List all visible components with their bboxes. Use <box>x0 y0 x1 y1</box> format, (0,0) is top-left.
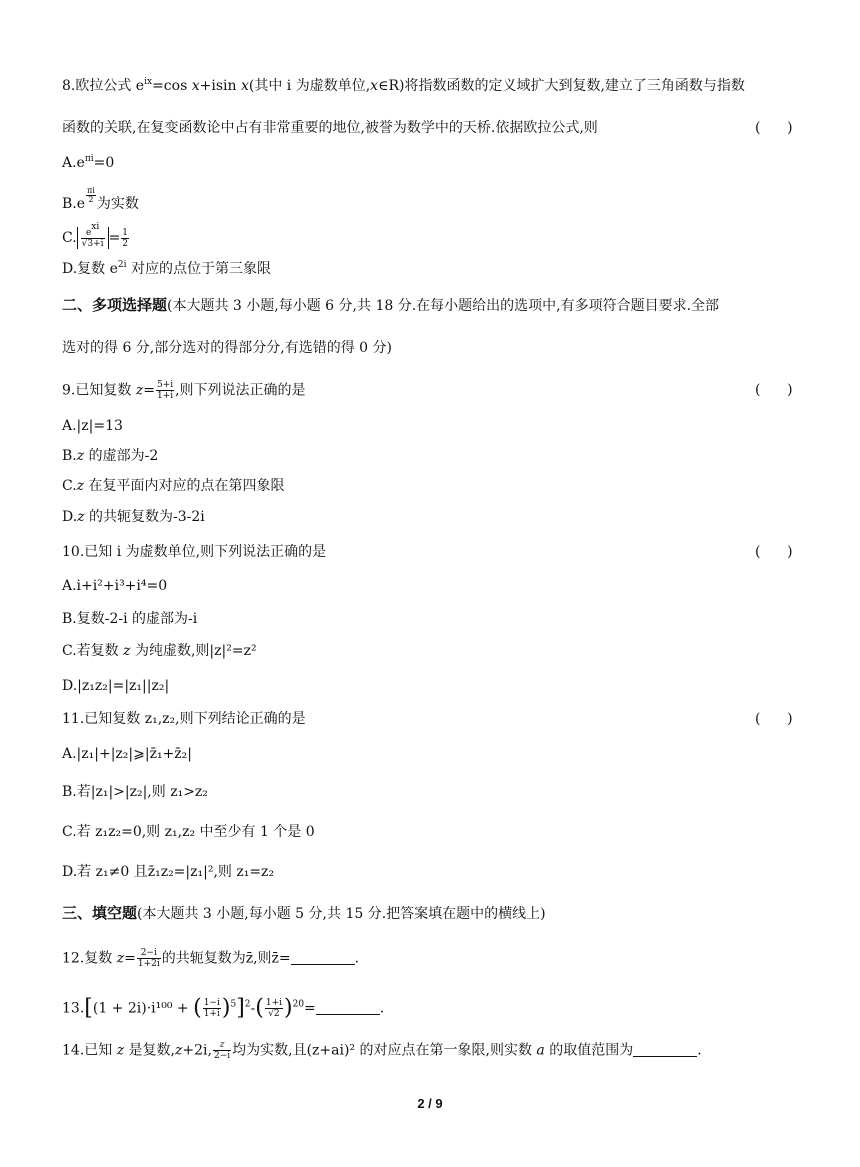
q8-var: x <box>240 78 249 94</box>
option-text: C. <box>62 478 77 494</box>
q12-text: 12.复数 <box>62 950 117 967</box>
q10-stem: 10.已知 i 为虚数单位,则下列说法正确的是 <box>62 544 327 560</box>
option-text: C.若复数 <box>62 643 124 659</box>
paren-close: ) <box>221 995 231 1021</box>
option-fraction <box>121 228 129 249</box>
paren-open: ( <box>193 995 202 1021</box>
q9-option-d <box>62 507 205 527</box>
fraction-numerator: 1+i <box>265 998 282 1008</box>
option-text: 为实数 <box>96 196 139 212</box>
q9-text: 9.已知复数 <box>62 382 136 399</box>
fraction-denominator: 2−i <box>213 1051 231 1061</box>
q14-stem <box>62 1040 702 1061</box>
q10-option-d: D.|z₁z₂|=|z₁||z₂| <box>62 678 170 694</box>
q9-fraction <box>156 380 174 401</box>
fraction-denominator: 2 <box>88 195 94 204</box>
section-2-header <box>62 295 719 316</box>
fraction-denominator: 2 <box>122 238 129 249</box>
option-text: B.e <box>62 196 86 212</box>
q13-stem <box>62 995 385 1021</box>
abs-value <box>77 222 109 249</box>
option-var: z <box>123 643 131 659</box>
paren-close: ) <box>284 995 293 1021</box>
option-fraction <box>86 187 96 204</box>
q8-var: x <box>191 78 200 94</box>
q8-option-b <box>62 187 139 214</box>
q14-text: . <box>697 1042 702 1059</box>
option-fraction <box>81 222 105 249</box>
q14-fraction <box>213 1040 231 1061</box>
q13-text: - <box>250 1000 256 1017</box>
section-desc: (本大题共 3 小题,每小题 5 分,共 15 分.把答案填在题中的横线上) <box>137 906 546 922</box>
q14-text: 是复数, <box>124 1042 176 1059</box>
fraction-denominator: 1+i <box>203 1009 220 1019</box>
q9-option-c <box>62 476 285 496</box>
option-text: 的共轭复数为-3-2i <box>84 509 205 525</box>
section-title: 三、填空题 <box>62 904 138 922</box>
q13-exponent: 5 <box>230 999 237 1010</box>
fraction-numerator: 1 <box>122 227 129 238</box>
q9-option-a: A.|z|=13 <box>62 418 123 434</box>
option-text: = <box>108 230 121 246</box>
q12-var: z <box>116 950 125 967</box>
q14-var: a <box>536 1042 545 1059</box>
option-text: D. <box>62 509 78 525</box>
q9-var: z <box>76 478 85 494</box>
fraction-denominator: √3+i <box>81 239 104 249</box>
paren-open: ( <box>255 995 264 1021</box>
q8-text: ∈R)将指数函数的定义域扩大到复数,建立了三角函数与指数 <box>378 78 745 94</box>
fraction-numerator <box>81 222 105 239</box>
q12-stem <box>62 948 359 969</box>
option-sup: πi <box>84 154 94 164</box>
bracket-open: [ <box>84 995 93 1021</box>
q12-answer-blank[interactable] <box>291 950 355 965</box>
q11-option-c: C.若 z₁z₂=0,则 z₁,z₂ 中至少有 1 个是 0 <box>62 824 315 840</box>
option-text: 对应的点位于第三象限 <box>126 261 271 277</box>
option-text: C. <box>62 230 77 246</box>
q12-text: . <box>354 950 360 967</box>
num-sup: xi <box>91 222 100 232</box>
q14-text: 14.已知 <box>62 1042 117 1059</box>
q9-answer-paren: ( ) <box>755 382 793 398</box>
section-title: 二、多项选择题 <box>62 296 168 314</box>
q9-var: z <box>76 448 85 464</box>
q8-text: (其中 i 为虚数单位, <box>248 78 371 94</box>
q8-answer-paren: ( ) <box>755 120 793 136</box>
q8-var: x <box>370 78 379 94</box>
bracket-close: ] <box>236 995 245 1021</box>
q12-text: 的共轭复数为z̄,则z̄= <box>161 950 291 967</box>
section-desc: (本大题共 3 小题,每小题 6 分,共 18 分.在每小题给出的选项中,有多项符合题目要求.全部 <box>167 298 720 314</box>
q11-option-a: A.|z₁|+|z₂|⩾|z̄₁+z̄₂| <box>62 746 193 762</box>
q13-text: . <box>379 1000 385 1017</box>
q8-option-c <box>62 222 130 249</box>
option-text: D.复数 e <box>62 261 118 277</box>
q13-answer-blank[interactable] <box>316 1000 380 1015</box>
q8-text: +isin <box>199 78 241 94</box>
q10-option-a: A.i+i²+i³+i⁴=0 <box>62 578 168 594</box>
q11-stem: 11.已知复数 z₁,z₂,则下列结论正确的是 <box>62 711 306 727</box>
q8-text: 欧拉公式 e <box>75 78 145 94</box>
q13-exponent: 20 <box>292 999 305 1010</box>
q8-option-a <box>62 153 114 173</box>
option-text: A.e <box>62 155 85 171</box>
q8-option-d <box>62 259 271 279</box>
q9-option-b <box>62 446 158 466</box>
q8-sup: ix <box>144 77 153 87</box>
option-text: 为纯虚数,则|z|²=z² <box>130 643 257 659</box>
q10-option-b: B.复数-2-i 的虚部为-i <box>62 611 198 627</box>
q14-var: z <box>175 1042 183 1059</box>
q14-var: z <box>116 1042 125 1059</box>
section-3-header <box>62 903 546 924</box>
q10-option-c <box>62 641 257 661</box>
fraction-denominator: 1+2i <box>137 959 160 969</box>
q8-text: =cos <box>152 78 192 94</box>
fraction-numerator: z <box>213 1040 231 1051</box>
fraction-numerator: 1−i <box>203 998 220 1008</box>
q12-text: = <box>124 950 136 967</box>
q8-number: 8. <box>62 78 76 94</box>
q10-answer-paren: ( ) <box>755 544 793 560</box>
q9-text: = <box>143 382 155 399</box>
q13-expr: (1 + 2i)·i¹⁰⁰ + <box>92 1000 194 1017</box>
fraction-denominator: √2 <box>268 1009 280 1019</box>
section-2-desc-line2: 选对的得 6 分,部分选对的得部分分,有选错的得 0 分) <box>62 340 392 356</box>
fraction-numerator: 2−i <box>137 948 161 959</box>
q11-option-d: D.若 z₁≠0 且z̄₁z₂=|z₁|²,则 z₁=z₂ <box>62 864 275 880</box>
q11-option-b: B.若|z₁|>|z₂|,则 z₁>z₂ <box>62 784 208 800</box>
option-sup: 2i <box>117 260 127 270</box>
q12-fraction <box>137 948 161 969</box>
q9-text: ,则下列说法正确的是 <box>175 382 306 399</box>
q13-fraction <box>203 998 221 1019</box>
num-base: e <box>85 228 92 238</box>
q14-answer-blank[interactable] <box>633 1042 697 1057</box>
option-text: 在复平面内对应的点在第四象限 <box>84 478 285 494</box>
page-number: 2 / 9 <box>417 1096 443 1111</box>
q14-text: 的取值范围为 <box>544 1042 634 1059</box>
q8-line2: 函数的关联,在复变函数论中占有非常重要的地位,被誉为数学中的天桥.依据欧拉公式,则 <box>62 120 598 136</box>
q14-text: 均为实数,且(z+ai)² 的对应点在第一象限,则实数 <box>232 1042 537 1059</box>
fraction-numerator: 5+i <box>156 380 174 390</box>
q14-text: +2i, <box>182 1042 212 1059</box>
q13-text: 13. <box>62 1000 85 1017</box>
option-text: =0 <box>93 155 115 171</box>
q9-var: z <box>77 509 85 525</box>
q9-stem <box>62 380 306 401</box>
fraction-denominator: 1+i <box>156 391 174 401</box>
q13-fraction <box>265 998 283 1019</box>
option-text: B. <box>62 448 77 464</box>
option-text: 的虚部为-2 <box>84 448 159 464</box>
q11-answer-paren: ( ) <box>755 711 793 727</box>
q13-exponent: 2 <box>244 999 251 1010</box>
q8-line1 <box>62 76 745 96</box>
q9-var: z <box>135 382 144 399</box>
fraction-numerator: πi <box>87 186 95 195</box>
q13-text: = <box>304 1000 316 1017</box>
